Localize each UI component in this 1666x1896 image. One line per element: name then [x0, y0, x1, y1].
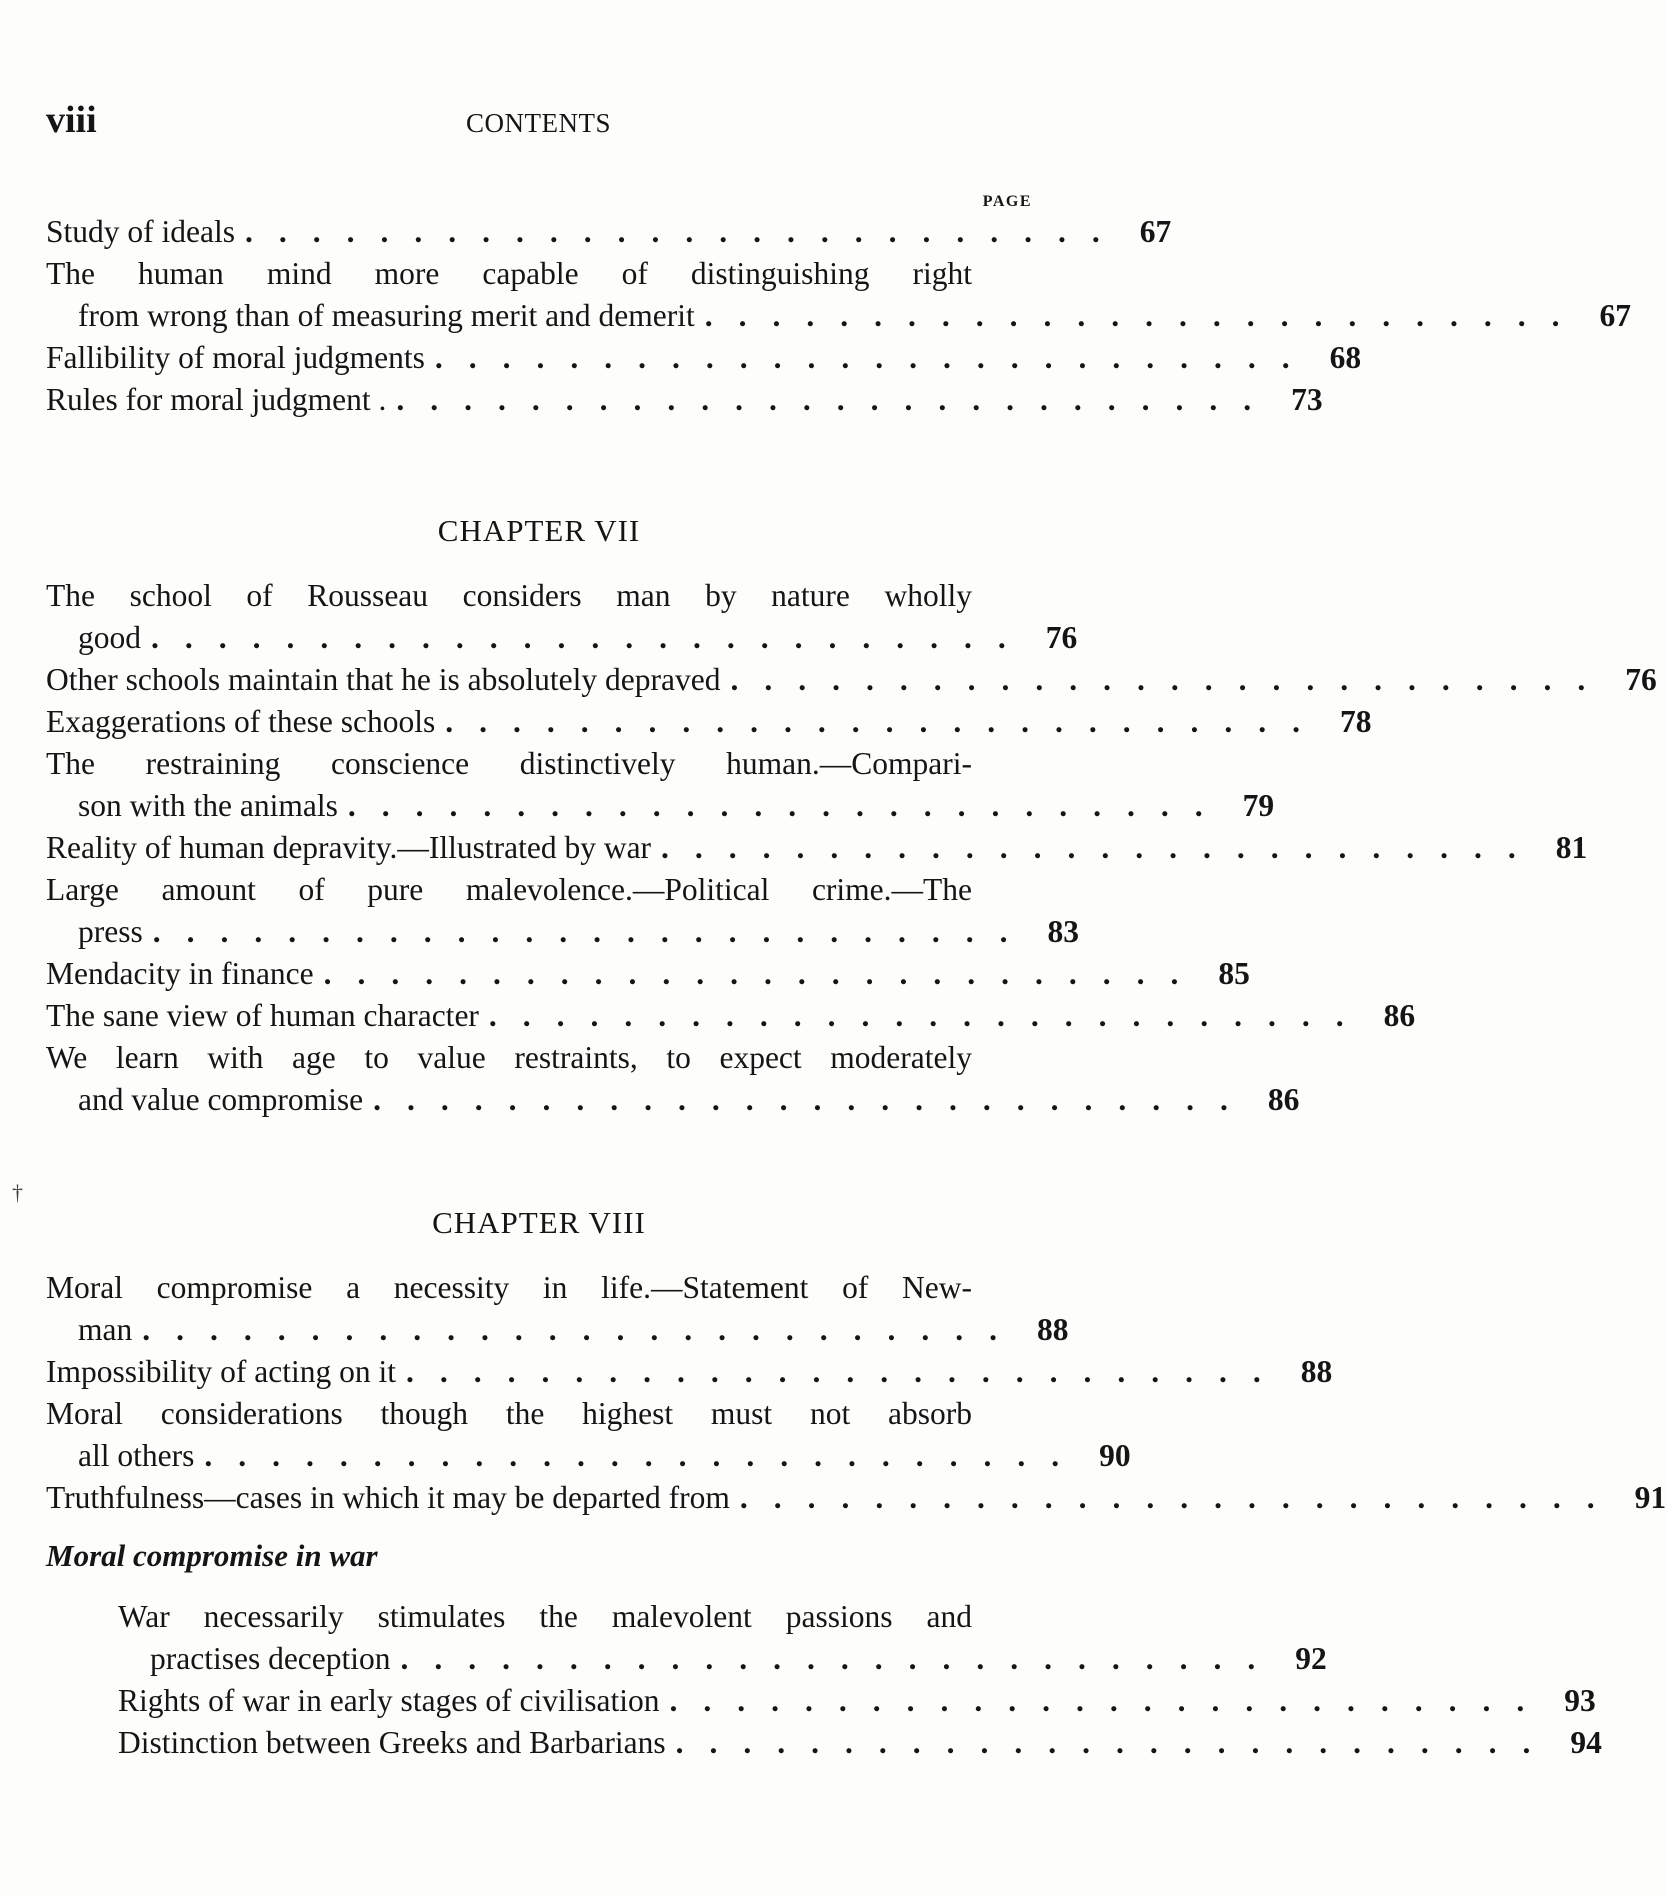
dot-leader: .......................... — [704, 298, 1586, 333]
toc-entry — [46, 575, 1078, 659]
dot-leader: .......................... — [152, 914, 1034, 949]
toc-entry-text: Study of ideals — [46, 214, 235, 249]
dot-leader: .......................... — [204, 1438, 1086, 1473]
toc-entry — [46, 1267, 1069, 1351]
toc-entry — [46, 743, 1275, 827]
toc-entry-text: Distinction between Greeks and Barbarians — [118, 1725, 666, 1760]
toc-entry — [46, 869, 1079, 953]
dot-leader: .......................... — [347, 788, 1229, 823]
dot-leader: .......................... — [142, 1312, 1023, 1347]
toc-page-number: 79 — [1242, 788, 1275, 823]
toc-entry-text: The school of Rousseau considers man by nature wholly — [46, 578, 972, 613]
contents-list-chapter-viii — [46, 1267, 1666, 1519]
toc-entry-text: son with the animals — [78, 788, 338, 823]
toc-entry-text: Moral considerations though the highest must not absorb — [46, 1396, 972, 1431]
toc-page-number: 93 — [1564, 1683, 1596, 1718]
toc-entry-text: War necessarily stimulates the malevolent passions and — [118, 1599, 972, 1634]
dot-leader: .......................... — [739, 1480, 1621, 1515]
dot-leader: .......................... — [445, 704, 1327, 739]
chapter-heading-vii: CHAPTER VII — [437, 513, 641, 548]
toc-entry — [46, 995, 1416, 1037]
toc-page-number: 85 — [1218, 956, 1250, 991]
toc-entry — [46, 1596, 1327, 1680]
contents-list-section-1 — [46, 211, 1631, 421]
toc-entry-text: Mendacity in finance — [46, 956, 314, 991]
toc-entry-text: good — [78, 620, 141, 655]
toc-entry — [46, 1477, 1666, 1519]
toc-page-number: 78 — [1340, 704, 1372, 739]
toc-entry — [46, 379, 1323, 421]
toc-page-number: 94 — [1570, 1725, 1602, 1760]
dot-leader: .......................... — [396, 382, 1278, 417]
toc-entry-text: Rights of war in early stages of civilisation — [118, 1683, 660, 1718]
toc-entry-text: practises deception — [150, 1641, 391, 1676]
dot-leader: .......................... — [373, 1082, 1254, 1117]
toc-page-number: 88 — [1036, 1312, 1069, 1347]
toc-page-number: 67 — [1139, 214, 1172, 249]
page-header — [46, 98, 1031, 158]
toc-page-number: 92 — [1295, 1641, 1327, 1676]
contents-list-war — [46, 1596, 1602, 1764]
dot-leader: .......................... — [323, 956, 1205, 991]
toc-entry-text: Large amount of pure malevolence.—Political crime.—The — [46, 872, 972, 907]
toc-page-number: 91 — [1634, 1480, 1666, 1515]
toc-entry — [46, 1393, 1131, 1477]
toc-entry-text: Impossibility of acting on it — [46, 1354, 396, 1389]
dot-leader: .......................... — [661, 830, 1542, 865]
subsection-heading: Moral compromise in war — [46, 1538, 378, 1573]
toc-page-number: 76 — [1045, 620, 1078, 655]
toc-entry — [46, 953, 1250, 995]
running-title: CONTENTS — [466, 108, 611, 138]
dot-leader: .......................... — [675, 1725, 1557, 1760]
toc-entry-text: Fallibility of moral judgments — [46, 340, 425, 375]
toc-page-number: 81 — [1555, 830, 1588, 865]
toc-entry — [46, 659, 1657, 701]
margin-mark: † — [12, 1180, 23, 1205]
toc-page-number: 73 — [1291, 382, 1323, 417]
dot-leader: .......................... — [245, 214, 1126, 249]
chapter-heading-viii: CHAPTER VIII — [432, 1205, 646, 1240]
toc-entry — [46, 337, 1362, 379]
toc-entry — [46, 827, 1588, 869]
toc-page-number: 90 — [1099, 1438, 1131, 1473]
toc-entry — [46, 1351, 1333, 1393]
dot-leader: .......................... — [405, 1354, 1287, 1389]
toc-entry-text: We learn with age to value restraints, to expect moderately — [46, 1040, 972, 1075]
toc-entry-text: Truthfulness—cases in which it may be departed from — [46, 1480, 730, 1515]
toc-entry-text: Moral compromise a necessity in life.—Statement of New- — [46, 1270, 972, 1305]
toc-entry-text: and value compromise — [78, 1082, 364, 1117]
dot-leader: .......................... — [669, 1683, 1551, 1718]
toc-entry — [46, 253, 1631, 337]
contents-list-chapter-vii — [46, 575, 1657, 1121]
toc-entry — [46, 211, 1172, 253]
toc-entry-text: The sane view of human character — [46, 998, 479, 1033]
toc-entry — [46, 1722, 1602, 1764]
toc-entry-text: Exaggerations of these schools — [46, 704, 436, 739]
page-column-label: PAGE — [982, 193, 1032, 210]
toc-entry-text: The restraining conscience distinctively human.—Compari- — [46, 746, 972, 781]
toc-page-number: 83 — [1047, 914, 1079, 949]
dot-leader: .......................... — [151, 620, 1032, 655]
toc-entry-text: Other schools maintain that he is absolutely depraved — [46, 662, 721, 697]
toc-entry — [46, 1680, 1596, 1722]
toc-entry-text: The human mind more capable of distinguishing right — [46, 256, 972, 291]
toc-entry-text: press — [78, 914, 143, 949]
toc-page-number: 68 — [1329, 340, 1362, 375]
toc-entry-text: Reality of human depravity.—Illustrated by war — [46, 830, 652, 865]
toc-entry-text: from wrong than of measuring merit and demerit — [78, 298, 695, 333]
dot-leader: .......................... — [488, 998, 1370, 1033]
dot-leader: .......................... — [730, 662, 1612, 697]
toc-page-number: 76 — [1625, 662, 1657, 697]
toc-entry — [46, 701, 1372, 743]
dot-leader: .......................... — [434, 340, 1316, 375]
toc-entry-text: man — [78, 1312, 133, 1347]
toc-page-number: 67 — [1599, 298, 1631, 333]
toc-page-number: 86 — [1267, 1082, 1300, 1117]
page-folio: viii — [46, 99, 97, 141]
toc-page-number: 88 — [1300, 1354, 1333, 1389]
toc-entry — [46, 1037, 1300, 1121]
toc-page-number: 86 — [1383, 998, 1416, 1033]
toc-entry-text: all others — [78, 1438, 195, 1473]
toc-entry-text: Rules for moral judgment . — [46, 382, 387, 417]
dot-leader: .......................... — [400, 1641, 1282, 1676]
